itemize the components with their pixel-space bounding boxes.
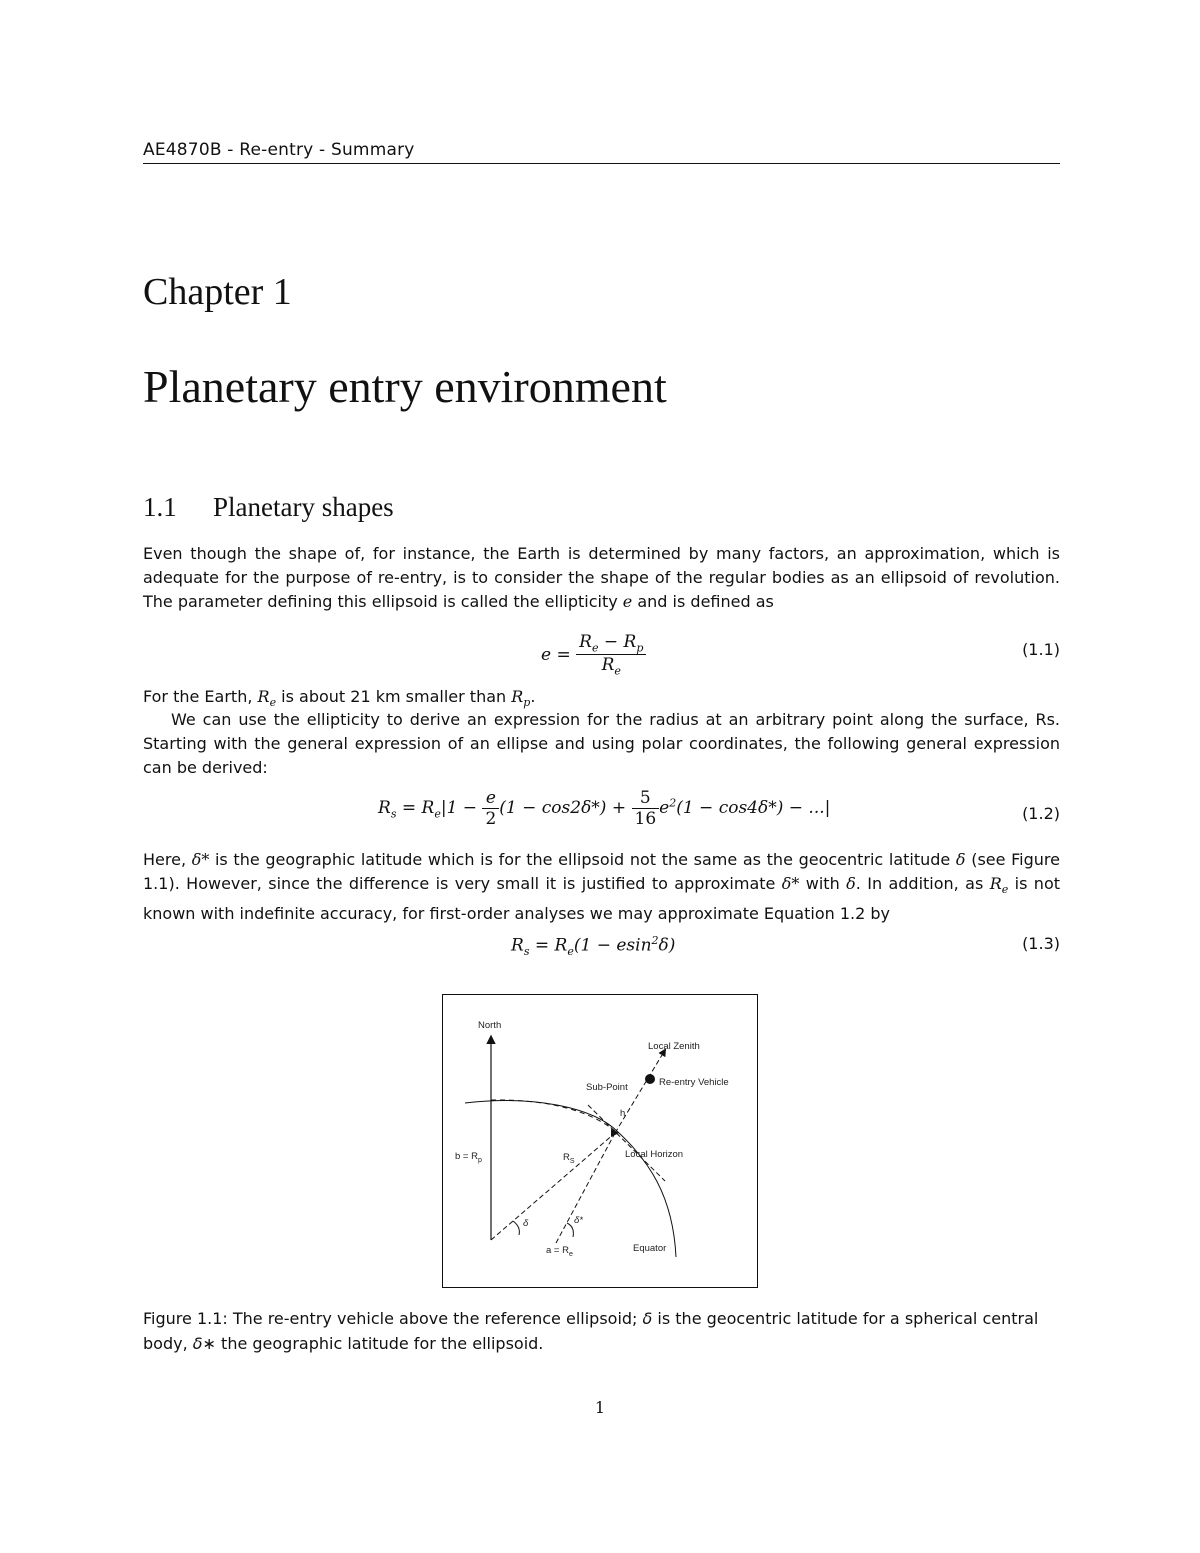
label-delta: δ [523, 1218, 529, 1229]
section-heading [143, 492, 394, 523]
label-north: North [478, 1020, 502, 1031]
label-rs: $R_S$ [563, 1152, 575, 1165]
reentry-vehicle-marker [645, 1074, 655, 1084]
running-header: AE4870B - Re-entry - Summary [143, 140, 415, 160]
local-horizon-line [588, 1105, 665, 1181]
label-local-zenith: Local Zenith [648, 1041, 700, 1052]
label-local-horizon: Local Horizon [625, 1149, 684, 1160]
rs-line [491, 1133, 615, 1240]
figure-caption: Figure 1.1: The re-entry vehicle above the reference ellipsoid; δ is the geocentric latitude for a spherical central body, δ∗ the geographic latitude for the ellipsoid. [143, 1309, 1039, 1353]
label-sub-point: Sub-Point [586, 1082, 628, 1093]
paragraph-3: We can use the ellipticity to derive an expression for the radius at an arbitrary point along the surface, Rs. Starting with the general expression of an ellipse and using polar coordinates, the following general expression can be derived: [143, 710, 1060, 777]
label-equator: Equator [633, 1243, 667, 1254]
paragraph-2: For the Earth, $R_e$ is about 21 km smaller than $R_p$. [143, 687, 536, 710]
figure-1-1 [442, 994, 758, 1288]
paragraph-1: Even though the shape of, for instance, the Earth is determined by many factors, an approximation, which is adequate for the purpose of re-entry, is to consider the shape of the regular bodies as an ellipsoid of revolution. The parameter defining this ellipsoid is called the ellipticity e and is defined as [143, 544, 1060, 611]
paragraph-4: Here, δ* is the geographic latitude which is for the ellipsoid not the same as the geocentric latitude δ (see Figure 1.1). However, since the difference is very small it is justified to approximate δ* with δ. In addition, as $R_e$ is not known with indefinite accuracy, for first-order analyses we may approximate Equation 1.2 by [143, 850, 1061, 924]
equation-number: (1.1) [1022, 640, 1060, 659]
label-a-re: $a = R_e$ [546, 1245, 573, 1258]
ellipse-arc [465, 1101, 676, 1257]
reentry-geometry-diagram [443, 995, 757, 1287]
header-rule [143, 163, 1060, 164]
equation-1-3: $R_s = R_e(1 - esin^2\delta)$ (1.3) [511, 934, 1060, 959]
label-reentry-vehicle: Re-entry Vehicle [659, 1077, 729, 1088]
label-b-rp: $b = R_p$ [455, 1151, 482, 1164]
equation-number: (1.2) [1022, 804, 1060, 823]
equation-1-1: e = $\frac{R_e - R_p}{R_e}$ (1.1) [541, 632, 1060, 678]
normal-line [556, 1133, 615, 1243]
equation-number: (1.3) [1022, 934, 1060, 953]
section-number: 1.1 [143, 492, 177, 522]
section-title: Planetary shapes [213, 492, 394, 522]
page-number: 1 [594, 1398, 606, 1417]
equation-1-2: $R_s = R_e|1$ − $\frac{e}{2}$ (1 − cos2δ*) + $\frac{5}{16}$ $e^2(1 - \cos 4\delta*)$ − ...| (1.2) [378, 788, 1060, 829]
label-h: h [620, 1108, 626, 1119]
delta-arc [513, 1221, 519, 1235]
chapter-label: Chapter 1 [143, 271, 292, 313]
chapter-title: Planetary entry environment [143, 361, 667, 412]
sub-point-marker [611, 1129, 619, 1137]
label-delta-star: δ* [574, 1215, 583, 1226]
delta-star-arc [567, 1223, 573, 1237]
